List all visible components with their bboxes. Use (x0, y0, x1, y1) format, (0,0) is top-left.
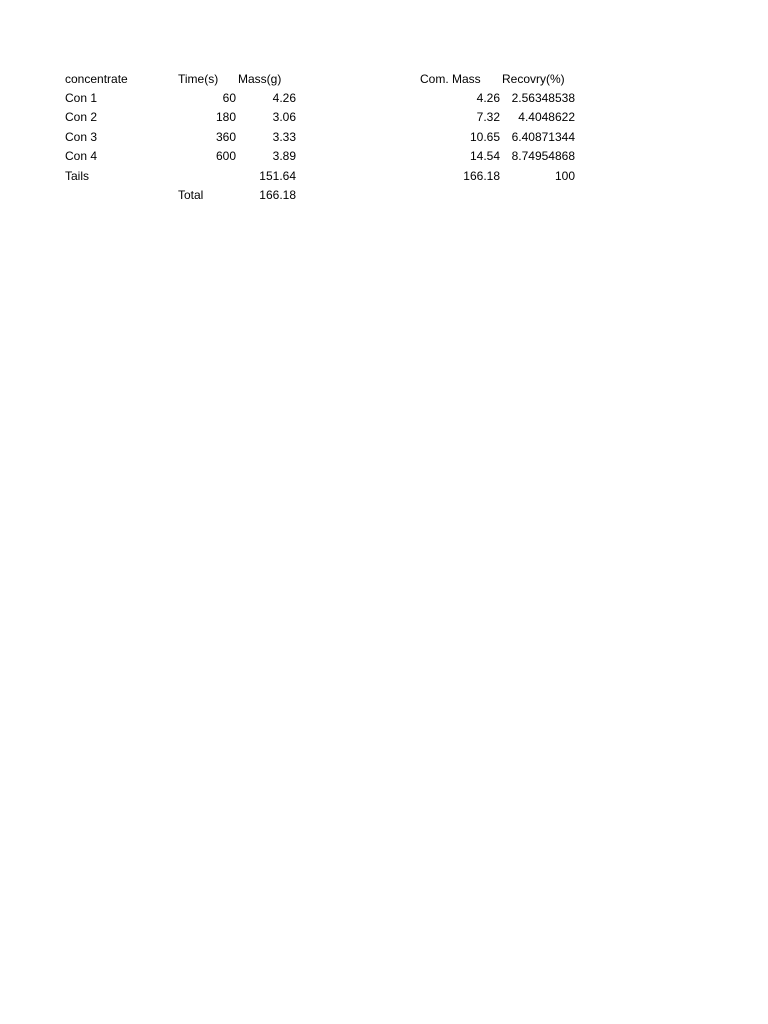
row-recovery: 6.40871344 (511, 130, 575, 144)
header-concentrate: concentrate (65, 72, 128, 86)
row-com-mass: 166.18 (463, 169, 500, 183)
row-label: Tails (65, 169, 90, 183)
row-mass: 3.33 (272, 130, 296, 144)
row-time: 600 (215, 149, 236, 163)
row-com-mass: 7.32 (476, 110, 500, 124)
row-label: Con 1 (65, 91, 98, 105)
header-row (0, 70, 768, 89)
row-com-mass: 4.26 (476, 91, 500, 105)
total-mass: 166.18 (259, 188, 296, 202)
row-recovery: 2.56348538 (511, 91, 575, 105)
header-time: Time(s) (178, 72, 219, 86)
row-mass: 3.06 (272, 110, 296, 124)
table-row (0, 167, 768, 186)
row-time: 360 (215, 130, 236, 144)
row-time: 60 (222, 91, 236, 105)
row-time: 180 (215, 110, 236, 124)
row-mass: 4.26 (272, 91, 296, 105)
header-com-mass: Com. Mass (420, 72, 481, 86)
header-mass: Mass(g) (238, 72, 282, 86)
row-com-mass: 10.65 (469, 130, 500, 144)
row-label: Con 2 (65, 110, 98, 124)
row-label: Con 3 (65, 130, 98, 144)
table-row (0, 89, 768, 108)
total-label: Total (178, 188, 204, 202)
row-com-mass: 14.54 (469, 149, 500, 163)
header-recovery: Recovry(%) (502, 72, 565, 86)
row-recovery: 4.4048622 (518, 110, 575, 124)
row-label: Con 4 (65, 149, 98, 163)
row-recovery: 100 (554, 169, 575, 183)
row-recovery: 8.74954868 (511, 149, 575, 163)
row-mass: 3.89 (272, 149, 296, 163)
total-row (0, 186, 768, 205)
table-row (0, 128, 768, 147)
row-mass: 151.64 (259, 169, 296, 183)
table-row (0, 147, 768, 166)
table-row (0, 108, 768, 127)
